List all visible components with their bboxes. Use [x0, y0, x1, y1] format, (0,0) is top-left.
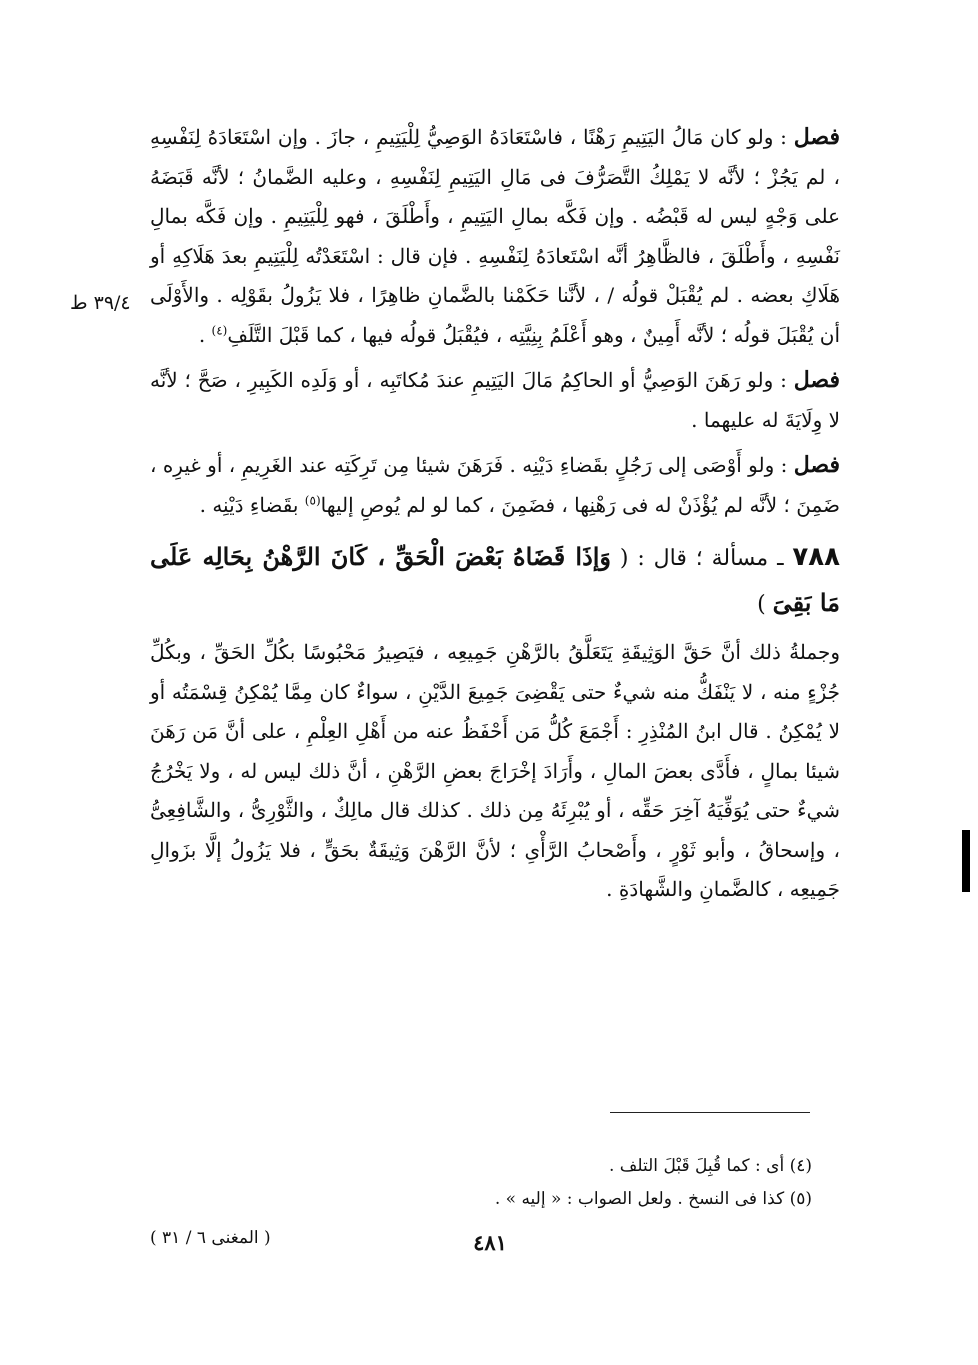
- signature-mark: ( المغنى ٦ / ٣١ ): [150, 1228, 271, 1248]
- paragraph-text: : ولو أَوْصَى إلى رَجُلٍ بقَضاءِ دَيْنِه . فَرَهَنَ شيئا مِن تَرِكَتِه عند الغَرِيمِ ، أو غيرِه ، ضَمِنَ ؛ لأنَّه لم يُؤْذَنْ له فى رَهْنِها ، فضَمِنَ ، كما لو لم يُوصِ إليها: [150, 453, 840, 517]
- paragraph-text: : ولو رَهَنَ الوَصِيُّ أو الحاكِمُ مَالَ اليَتِيمِ عندَ مُكاتَبِه ، أو وَلَدِه الكَبِيرِ ، صَحَّ ؛ لأنَّه لا وِلَايَةَ له عليهما .: [150, 368, 840, 432]
- section-lead-fasl: فصل: [793, 124, 840, 150]
- paragraph-fasl-3: [150, 446, 840, 525]
- footnote-ref-5: (٥): [304, 492, 321, 507]
- section-lead-fasl: فصل: [793, 367, 841, 393]
- masala-statement: وَإذَا قَضَاهُ بَعْضَ الْحَقِّ ، كَانَ الرَّهْنُ بِحَالِه عَلَى مَا بَقِىَ: [150, 542, 840, 617]
- paragraph-text: : ولو كان مَالُ اليَتِيمِ رَهْنًا ، فاسْتَعَادَهُ الوَصِيُّ لِلْيَتِيمِ ، جازَ . وإن اسْتَعَادَهُ لِنَفْسِهِ ، لم يَجُزْ ؛ لأنَّه لا يَمْلِكُ التَّصَرُّفَ فى مَالِ اليَتِيمِ لِنَفْسِهِ ، وعليه الضَّمانُ ؛ لأنَّه قَبَضَهُ على وَجْهٍ ليس له قَبْضُه . وإن فَكَّه بمالِ اليَتِيمِ ، وأَطْلَقَ ، فهو لِلْيَتِيمِ . وإن فَكَّه بمالِ نَفْسِهِ ، وأَطْلَقَ ، فالظَّاهِرُ أنَّه اسْتَعادَهُ لِنَفْسِهِ . فإن قال : اسْتَعَدْتُه لِلْيَتِيمِ بعدَ هَلَاكِهِ أو هَلَاكِ بعضه . لم يُقْبَلْ قولُه / ، لأنَّنا حَكَمْنا بالضَّمانِ ظاهِرًا ، فلا يَزُولُ بقَوْلِه . والأَوْلَى أن يُقْبَلَ قولُه ؛ لأنَّه أَمِينٌ ، وهو أَعْلَمُ بِنِيَّتِه ، فيُقْبَلُ قولُه فيها ، كما قَبْلَ التَّلَفِ: [150, 125, 840, 347]
- footnote-5: (٥) كذا فى النسخ . ولعل الصواب : « إليه » .: [494, 1189, 812, 1209]
- page-edge-mark: [962, 830, 970, 892]
- main-text-column: [150, 118, 840, 910]
- paragraph-end: .: [198, 322, 212, 347]
- paragraph-commentary: [150, 633, 840, 910]
- footnote-4: (٤) أى : كما قُبِلَ قَبْلَ التلف .: [608, 1156, 812, 1176]
- footnote-ref-4: (٤): [211, 322, 228, 337]
- masala-close: ): [757, 592, 773, 617]
- paragraph-fasl-1: [150, 118, 840, 355]
- footnotes: [420, 1150, 812, 1216]
- masala-intro: ـ مسألة ؛ قال : (: [611, 546, 793, 571]
- paragraph-end: بقَضاءِ دَيْنِه .: [199, 492, 305, 517]
- page-number: ٤٨١: [473, 1230, 507, 1255]
- paragraph-text: وجملةُ ذلك أنَّ حَقَّ الوَثِيقَةِ يَتَعَلَّقُ بالرَّهْنِ جَمِيعِه ، فيَصِيرُ مَحْبُوسًا بكُلِّ الحَقِّ ، وبكُلِّ جُزْءٍ منه ، لا يَنْفَكُّ منه شيءٌ حتى يَقْضِىَ جَمِيعَ الدَّيْنِ ، سواءٌ كان مِمَّا يُمْكِنُ قِسْمَتُه أو لا يُمْكِنُ . قال ابنُ المُنْذِرِ : أَجْمَعَ كُلُّ مَن أَحْفَظُ عنه من أَهْلِ العِلْمِ ، على أنَّ مَن رَهَنَ شيئا بمالٍ ، فأَدَّى بعضَ المالِ ، وأَرَادَ إخْرَاجَ بعضِ الرَّهْنِ ، أنَّ ذلك ليس له ، ولا يَخْرُجُ شيءٌ حتى يُوَفِّيَهُ آخِرَ حَقِّه ، أو يُبْرِئَهُ مِن ذلك . كذلك قال مالِكٌ ، والثَّوْرِىُّ ، والشَّافِعِىُّ ، وإسحاقُ ، وأبو ثَوْرٍ ، وأَصْحابُ الرَّأْىِ ؛ لأنَّ الرَّهْنَ وَثِيقَةٌ بحَقٍّ ، فلا يَزُولُ إلَّا بزَوالِ جَمِيعِه ، كالضَّمانِ والشَّهادَةِ .: [150, 640, 840, 901]
- footnote-divider: [610, 1112, 810, 1113]
- paragraph-fasl-2: [150, 361, 840, 440]
- section-lead-fasl: فصل: [793, 452, 840, 478]
- margin-reference-note: ٣٩/٤ ط: [70, 292, 131, 314]
- masala-number: ٧٨٨: [792, 542, 841, 572]
- masala-heading: [150, 535, 840, 627]
